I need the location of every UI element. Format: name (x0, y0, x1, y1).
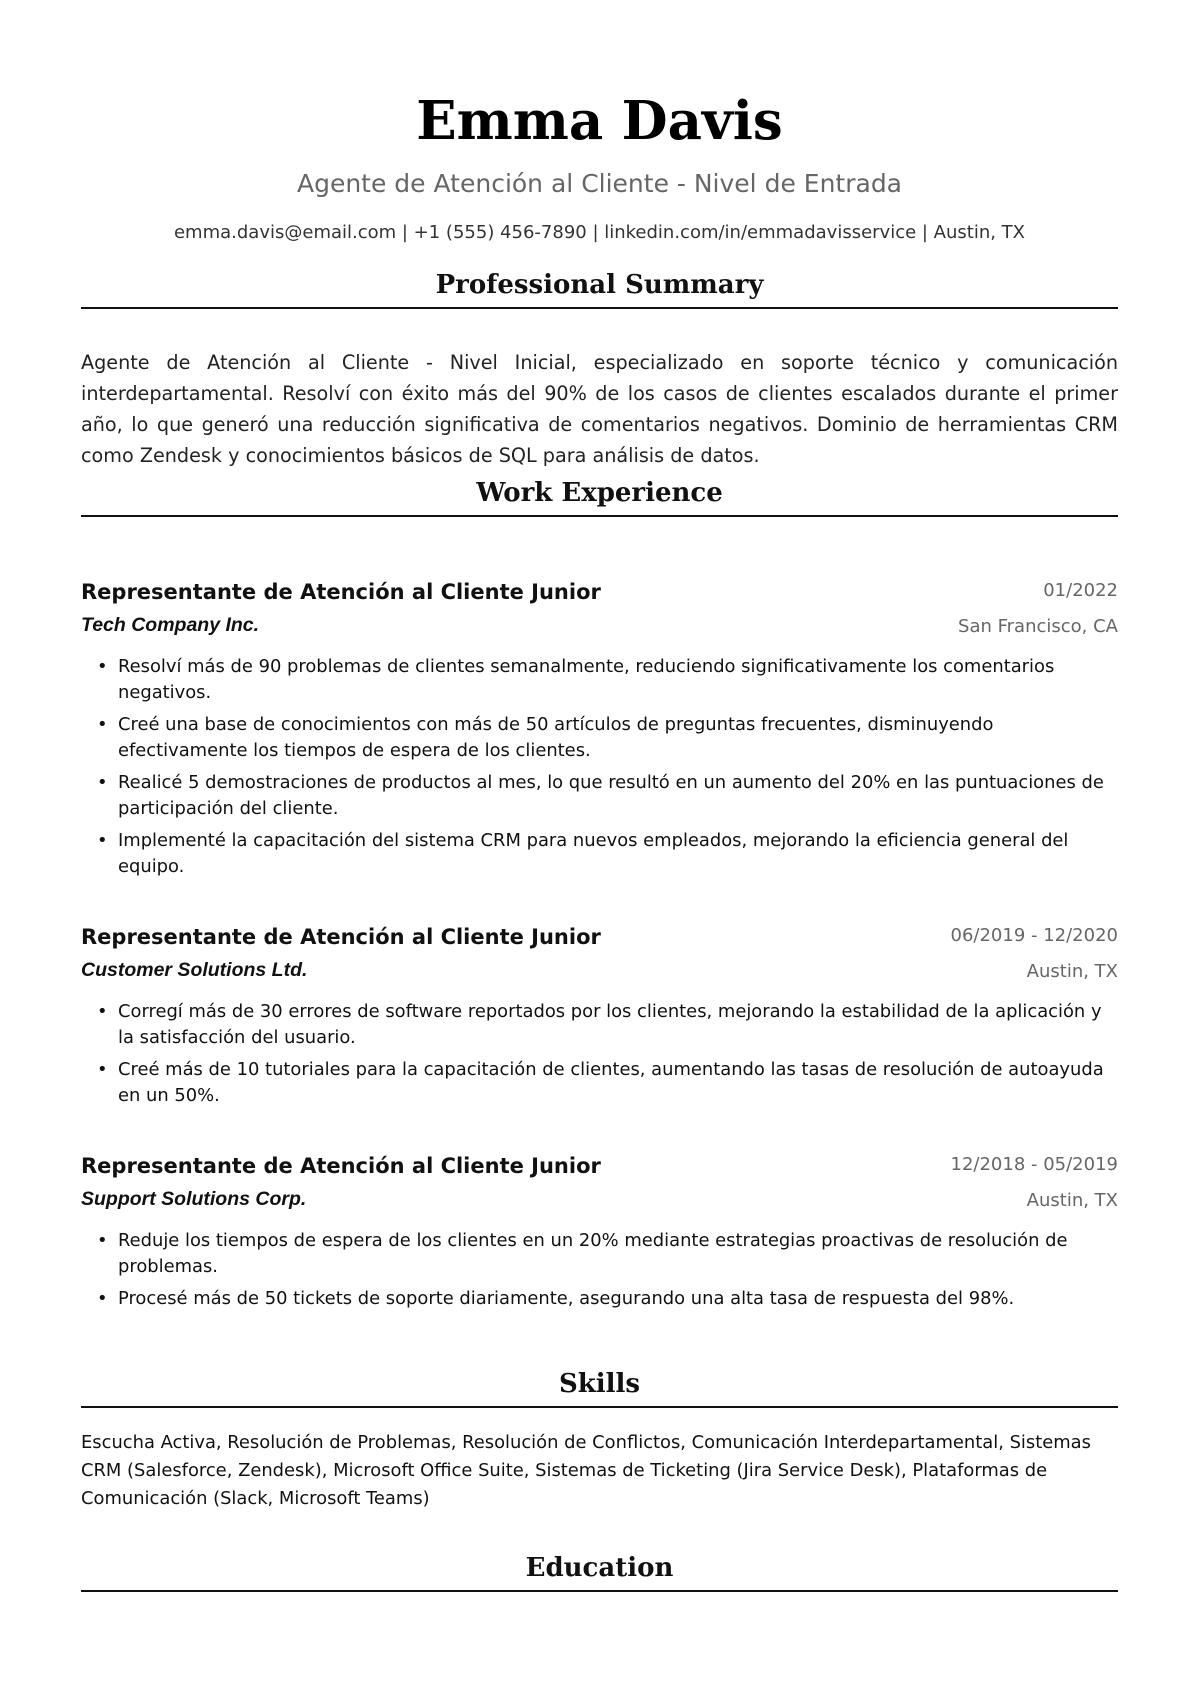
section-title-summary: Professional Summary (81, 267, 1118, 309)
job-date: 06/2019 - 12/2020 (950, 925, 1118, 946)
bullet-item: • Corregí más de 30 errores de software reportados por los clientes, mejorando la estabilidad de la aplicación y la satisfacción del usuario. (81, 999, 1118, 1051)
job-bullets (81, 1228, 1118, 1318)
job-title: Representante de Atención al Cliente Junior (81, 1154, 601, 1178)
job-target-title: Agente de Atención al Cliente - Nivel de Entrada (296, 169, 903, 198)
job-company: Support Solutions Corp. (81, 1188, 307, 1210)
job-location: San Francisco, CA (958, 616, 1118, 637)
skills-list: Escucha Activa, Resolución de Problemas, Resolución de Conflictos, Comunicación Interdepartamental, Sistemas CRM (Salesforce, Zendesk), Microsoft Office Suite, Sistemas de Ticketing (Jira Service Desk), Plataformas de Comunicación (Slack, Microsoft Teams) (81, 1432, 1091, 1509)
job-company: Tech Company Inc. (81, 614, 260, 636)
job-bullets (81, 999, 1118, 1115)
bullet-item: • Implementé la capacitación del sistema CRM para nuevos empleados, mejorando la eficiencia general del equipo. (81, 828, 1118, 880)
candidate-name: Emma Davis (416, 90, 783, 152)
professional-summary: Agente de Atención al Cliente - Nivel Inicial, especializado en soporte técnico y comunicación interdepartamental. Resolví con éxito más del 90% de los casos de clientes escalados durante el primer año, lo que generó una reducción significativa de comentarios negativos. Dominio de herramientas CRM como Zendesk y conocimientos básicos de SQL para análisis de datos. (81, 351, 1118, 467)
job-location: Austin, TX (1026, 961, 1118, 982)
job-date: 01/2022 (1043, 580, 1118, 601)
job-title: Representante de Atención al Cliente Junior (81, 925, 601, 949)
section-title-skills: Skills (81, 1366, 1118, 1408)
contact-line: emma.davis@email.com | +1 (555) 456-7890 | linkedin.com/in/emmadavisservice | Austin, TX (173, 222, 1026, 243)
job-company: Customer Solutions Ltd. (81, 959, 308, 981)
bullet-item: • Procesé más de 50 tickets de soporte diariamente, asegurando una alta tasa de respuesta del 98%. (81, 1286, 1118, 1312)
bullet-item: • Resolví más de 90 problemas de clientes semanalmente, reduciendo significativamente los comentarios negativos. (81, 654, 1118, 706)
bullet-item: • Creé más de 10 tutoriales para la capacitación de clientes, aumentando las tasas de resolución de autoayuda en un 50%. (81, 1057, 1118, 1109)
bullet-item: • Creé una base de conocimientos con más de 50 artículos de preguntas frecuentes, disminuyendo efectivamente los tiempos de espera de los clientes. (81, 712, 1118, 764)
job-title: Representante de Atención al Cliente Junior (81, 580, 601, 604)
job-bullets (81, 654, 1118, 886)
job-location: Austin, TX (1026, 1190, 1118, 1211)
bullet-item: • Realicé 5 demostraciones de productos al mes, lo que resultó en un aumento del 20% en las puntuaciones de participación del cliente. (81, 770, 1118, 822)
section-title-education: Education (81, 1550, 1118, 1592)
bullet-item: • Reduje los tiempos de espera de los clientes en un 20% mediante estrategias proactivas de resolución de problemas. (81, 1228, 1118, 1280)
section-title-experience: Work Experience (81, 475, 1118, 517)
job-date: 12/2018 - 05/2019 (950, 1154, 1118, 1175)
